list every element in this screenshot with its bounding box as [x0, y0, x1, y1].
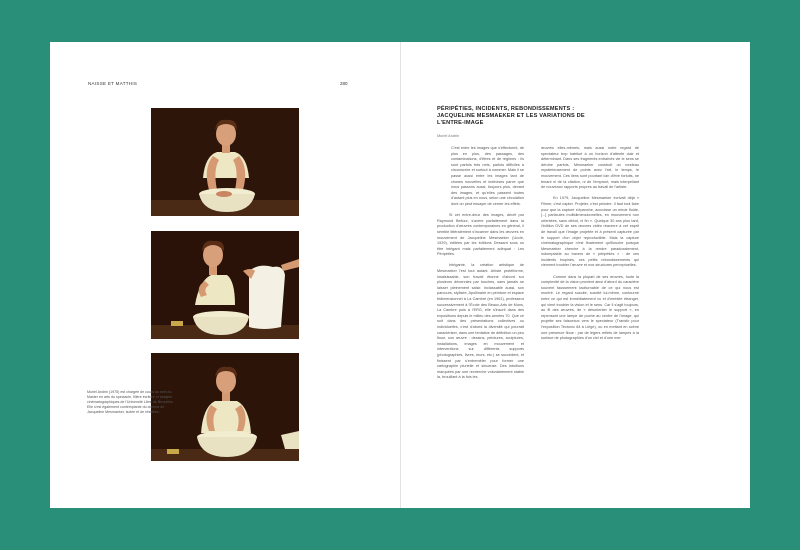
left-page	[50, 42, 400, 508]
running-head: NAISSE ET MATTHIS	[88, 81, 138, 86]
paragraph: Comme dans la plupart de ses œuvres, toute la complexité de la vision provient ainsi d'abord du caractère souvent faussement taciturnable de ce qui nous est montré. Le regard suscite, suscité lui-même, contourné entre ce qui est immédiatement vu et d'emblée étranger, qui vient troubler la vision et le sens. Car il s'agit toujours, au fil des œuvres, de « désorienter le support », en repensant une lampe de poche au centre de l'image, qui projette ses faisceaux vers le spectateur (Transfo pour l'exposition Tectonic 84 à Liège), ou en mettant en scène une présence floue : par de légers reflets de lampes à la surface de photographies d'un ciel et d'une mer	[541, 274, 639, 341]
paragraph: En 1979, Jacqueline Mesmaeker écrivait déjà « Filmer, c'est capter. Projeter, c'est peindre. Il faut tout faire pour que la capture s'épanche, accroisse un miroir fluide. [...] particules multidimensionnelles, en mouvement non orientées, sans début, ni fin ». Quelque 30 ans plus tard, l'édition DVD de ses œuvres vidéo réaverre à cet esprit de travail que l'image projetée et à présent capturée par le support d'un objet reproductible. Mais la capture cinématographique n'est finalement qu'illusoire puisque Mesmaeker cherche à la rendre paradoxalement, indomptable au travers de « péripéties » : de ces incidents inopinés, ces petits rebondissements qui viennent troubler l'œuvre et nos structures perceptuelles.	[541, 196, 639, 268]
article-byline: Muriel Andrin	[437, 134, 460, 138]
photo-boy-washing-hands	[151, 108, 299, 216]
book-spread	[50, 42, 750, 508]
paragraph: Intrigante, la création artistique de Mesmaeker l'est tout autant. Artiste protéiforme, insaisissable, son travail étonne d'abord sur plusieurs décennies par touches, sans jamais se laisser pleinement saisir. Inclassable aussi, son parcours, stylisée, Apollinaire en peinture et espace tridimensionnel à La Cambre (en 1961), professeur successivement à l'École des Beaux-Arts de Mons, La Cambre puis à l'ERG, elle s'inscrit dans des expositions depuis le milieu des années 70. Que ce soit dans des présentations collectives ou individuelles, c'est d'abord la diversité qui pourrait caractériser, dans une tentative de définition un peu floue, son œuvre : dessins, peintures, sculptures, installations, images en mouvement et interventions sur différents supports (photographies, livres, murs, etc.) se succèdent, et finissent par s'entremêler pour former une cartographie plurielle et sinueuse. Des intuitions marquées par une recherche volontairement stable la, brouillant à la fois les	[437, 263, 524, 380]
paragraph: C'est entre les images que s'effectuent, de plus en plus, des passages, des contaminations, d'êtres et de régimes : ils sont parfois très nets, parfois difficiles à circonscrire et surtout à nommer. Mais il se passe aussi entre les images tant de choses nouvelles et indécises parce que nous passons aussi, toujours plus, devant des images, et qu'elles passent toutes d'autant plus en nous, selon une circulation dont on peut essayer de cerner les effets.	[451, 146, 524, 206]
paragraph: Si cet entre-deux des images, décrit par Raymond Bellour, s'avère parfaitement dans la production d'œuvres contemporaines en général, il semble littéralement s'incarner dans les œuvres en mouvement de Jacqueline Mesmaeker (Uccle, 1929), éditées par les éditions Dessant sous un titre intrigant mais parfaitement adéquat : Les Péripéties.	[437, 213, 524, 257]
page-number: 280	[340, 81, 348, 86]
author-bio-caption: Muriel Andrin (1975) est chargée de cours au sein du Master en arts du spectacle, filière écriture et analyse cinématographiques de l'Université Libre de Bruxelles. Elle s'est également contemplante du cinéma de Jacqueline Mesmaeker, isolée et de résidées.	[87, 390, 174, 414]
right-page	[401, 42, 750, 508]
text-column-1	[437, 146, 524, 387]
paragraph: œuvres elles-mêmes, mais aussi notre regard de spectateur trop habitué à un horizon d'attente clair et déterminant. Dans ses fragments entraînés vie le sens se dérobe parfois, Mesmaeker construit un rondeau mystérieusement de points avec l'art, le temps, le mouvement. Ces liens sont pourtant loin d'être fortuits, ne tenant ni de la citation, ni de l'emprunt, mais interpellant de nouveaux rapports propres au travail de l'artiste.	[541, 146, 639, 190]
text-column-2	[541, 146, 639, 347]
photo-boy-holding-cloth	[151, 231, 299, 339]
article-title: PÉRIPÉTIES, INCIDENTS, REBONDISSEMENTS : JACQUELINE MESMAEKER ET LES VARIATIONS DE L'ENTRE-IMAGE	[437, 106, 585, 126]
